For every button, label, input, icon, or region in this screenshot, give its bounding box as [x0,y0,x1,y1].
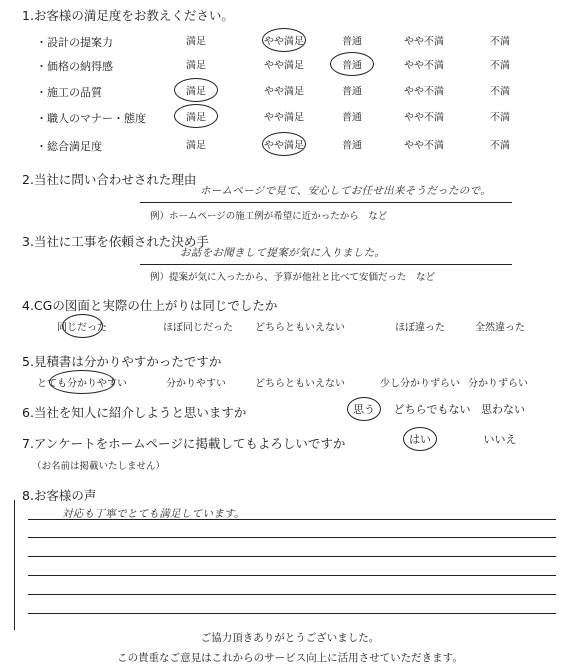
q2-handwritten-answer: ホームページで見て、安心してお任せ出来そうだったので。 [200,185,491,197]
q1-row-label: ・価格の納得感 [36,60,113,73]
q7-option: いいえ [483,433,517,446]
q7-option: はい [409,433,431,446]
q1-scale-option: 不満 [490,36,510,48]
q1-scale-option: やや不満 [404,112,444,124]
q1-scale-option: 普通 [342,112,362,124]
q1-scale-option: 普通 [342,86,362,98]
q1-scale-option: 満足 [186,60,206,72]
q8-ruled-line [28,575,556,576]
q6-option: どちらでもない [393,403,471,416]
q8-handwritten-answer: 対応も丁寧でとても満足しています。 [62,508,245,520]
q1-row-label: ・施工の品質 [36,86,102,99]
footer-note: この貴重なご意見はこれからのサービス向上に活用させていただきます。 [117,652,463,664]
q1-scale-option: 満足 [186,112,206,124]
q1-scale-option: やや満足 [264,86,304,98]
selected-circle-mark [262,28,306,52]
q4-title: 4.CGの図面と実際の仕上がりは同じでしたか [22,298,278,313]
selected-circle-mark [62,314,103,338]
selected-circle-mark [174,78,218,102]
q4-option: どちらともいえない [255,322,345,334]
q1-scale-option: やや不満 [404,60,444,72]
q8-ruled-line [28,613,556,614]
q2-answer-line [140,202,512,203]
q1-scale-option: やや満足 [264,36,304,48]
q5-title: 5.見積書は分かりやすかったですか [22,354,222,369]
q4-option: ほぼ同じだった [163,322,233,334]
q5-option: 分かりやすい [166,378,226,390]
q1-scale-option: やや不満 [404,36,444,48]
q1-scale-option: 普通 [342,60,362,72]
q5-option: 分かりずらい [468,378,528,390]
q5-option: とても分かりやすい [37,378,127,390]
q1-scale-option: やや満足 [264,60,304,72]
q4-option: 全然違った [475,322,525,334]
q1-scale-option: 普通 [342,36,362,48]
q2-title: 2.当社に問い合わせされた理由 [22,172,197,187]
q3-handwritten-answer: お話をお聞きして提案が気に入りました。 [180,247,386,259]
q8-ruled-line [28,519,556,520]
selected-circle-mark [403,427,437,451]
q6-option: 思わない [481,403,525,416]
q1-scale-option: やや不満 [404,86,444,98]
q2-example: 例）ホームページの施工例が希望に近かったから など [150,211,388,222]
q1-scale-option: 不満 [490,112,510,124]
q8-ruled-line [28,537,556,538]
q8-ruled-line [28,556,556,557]
q7-note: （お名前は掲載いたしません） [32,461,166,472]
q1-scale-option: やや満足 [264,112,304,124]
q1-row-label: ・設計の提案力 [36,36,113,49]
q1-scale-option: 不満 [490,60,510,72]
q1-row-label: ・総合満足度 [36,140,102,153]
q4-option: ほぼ違った [395,322,445,334]
selected-circle-mark [49,370,115,394]
q1-row-label: ・職人のマナー・態度 [36,112,146,125]
q1-scale-option: 満足 [186,36,206,48]
q6-option: 思う [353,403,375,416]
q6-title: 6.当社を知人に紹介しようと思いますか [22,405,247,420]
q3-title: 3.当社に工事を依頼された決め手 [22,234,209,249]
q3-answer-line [140,264,512,265]
selected-circle-mark [174,104,218,128]
q1-scale-option: 満足 [186,86,206,98]
q1-scale-option: 満足 [186,140,206,152]
q8-ruled-line [28,594,556,595]
q1-title: 1.お客様の満足度をお教えください。 [22,8,234,23]
selected-circle-mark [330,52,374,76]
q1-scale-option: 不満 [490,86,510,98]
q5-option: 少し分かりずらい [380,378,460,390]
q7-title: 7.アンケートをホームページに掲載してもよろしいですか [22,436,346,451]
selected-circle-mark [347,397,381,421]
q1-scale-option: 普通 [342,140,362,152]
q3-example: 例）提案が気に入ったから、予算が他社と比べて安価だった など [150,272,436,283]
q4-option: 同じだった [57,322,107,334]
q8-left-border [14,500,15,630]
q5-option: どちらともいえない [255,378,345,390]
q1-scale-option: やや不満 [404,140,444,152]
selected-circle-mark [262,132,306,156]
q1-scale-option: 不満 [490,140,510,152]
footer-thanks: ご協力頂きありがとうございました。 [200,632,380,644]
q8-title: 8.お客様の声 [22,488,97,503]
q1-scale-option: やや満足 [264,140,304,152]
